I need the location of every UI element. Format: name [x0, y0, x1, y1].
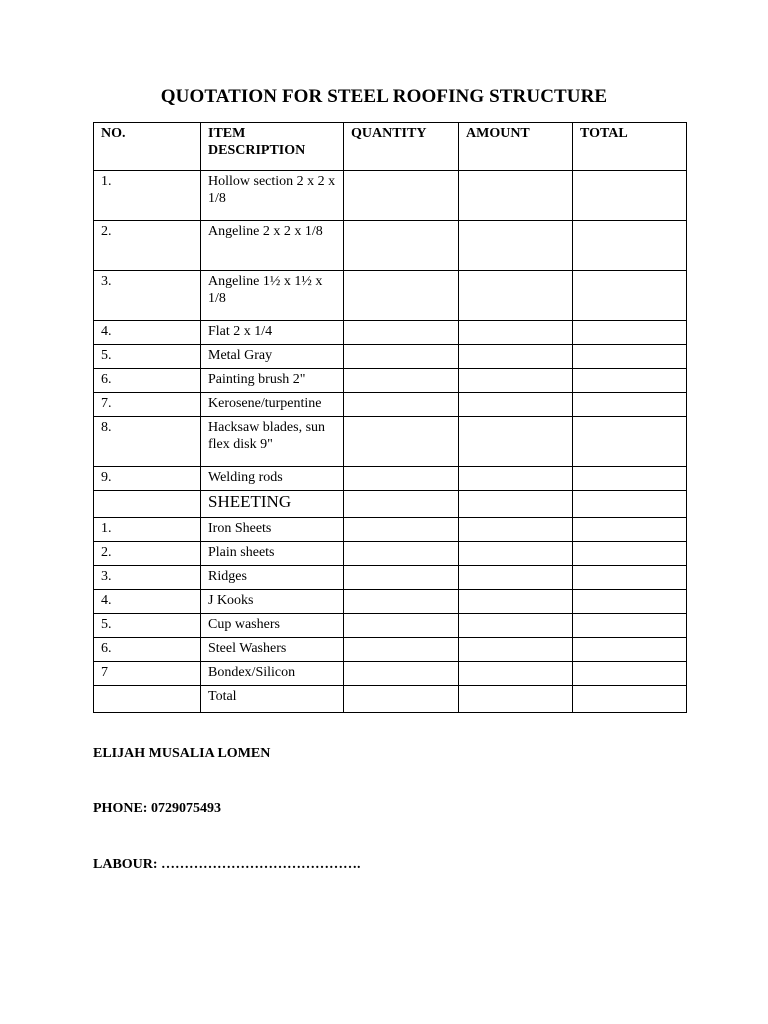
- total-row: [94, 686, 687, 713]
- table-row: [94, 345, 687, 369]
- row-number: 2.: [94, 221, 201, 271]
- total-cell: [573, 321, 687, 345]
- total-cell: [573, 566, 687, 590]
- quantity-cell: [344, 171, 459, 221]
- row-number: 4.: [94, 321, 201, 345]
- total-cell: [573, 271, 687, 321]
- quantity-cell: [344, 467, 459, 491]
- row-number: 2.: [94, 542, 201, 566]
- amount-cell: [459, 638, 573, 662]
- row-number: 6.: [94, 369, 201, 393]
- amount-cell: [459, 321, 573, 345]
- total-cell: [573, 662, 687, 686]
- amount-cell: [459, 590, 573, 614]
- total-cell: [573, 467, 687, 491]
- amount-cell: [459, 345, 573, 369]
- row-number: 5.: [94, 614, 201, 638]
- row-description: Kerosene/turpentine: [201, 393, 344, 417]
- table-row: [94, 518, 687, 542]
- row-description: Metal Gray: [201, 345, 344, 369]
- table-row: [94, 221, 687, 271]
- quotation-table: [93, 122, 687, 713]
- row-description: Iron Sheets: [201, 518, 344, 542]
- row-number: 3.: [94, 566, 201, 590]
- section-row: [94, 491, 687, 518]
- total-label: Total: [201, 686, 344, 713]
- total-cell: [573, 369, 687, 393]
- contractor-name: ELIJAH MUSALIA LOMEN: [93, 746, 271, 761]
- row-number: [94, 686, 201, 713]
- quantity-cell: [344, 221, 459, 271]
- quantity-cell: [344, 393, 459, 417]
- total-cell: [573, 345, 687, 369]
- table-row: [94, 467, 687, 491]
- row-description: Angeline 1½ x 1½ x 1/8: [201, 271, 344, 321]
- row-description: Hollow section 2 x 2 x 1/8: [201, 171, 344, 221]
- row-description: Flat 2 x 1/4: [201, 321, 344, 345]
- quantity-cell: [344, 491, 459, 518]
- row-number: 1.: [94, 171, 201, 221]
- table-row: [94, 321, 687, 345]
- amount-cell: [459, 566, 573, 590]
- quantity-cell: [344, 614, 459, 638]
- quantity-cell: [344, 590, 459, 614]
- row-number: 8.: [94, 417, 201, 467]
- table-row: [94, 590, 687, 614]
- quantity-cell: [344, 542, 459, 566]
- header-item-description: ITEM DESCRIPTION: [201, 123, 344, 171]
- table-row: [94, 393, 687, 417]
- row-number: [94, 491, 201, 518]
- table-row: [94, 369, 687, 393]
- row-description: Welding rods: [201, 467, 344, 491]
- row-number: 3.: [94, 271, 201, 321]
- total-cell: [573, 171, 687, 221]
- quantity-cell: [344, 638, 459, 662]
- amount-cell: [459, 491, 573, 518]
- labour-line: LABOUR: …………………………………….: [93, 857, 361, 872]
- row-description: Steel Washers: [201, 638, 344, 662]
- total-cell: [573, 542, 687, 566]
- amount-cell: [459, 614, 573, 638]
- row-description: Bondex/Silicon: [201, 662, 344, 686]
- table-row: [94, 614, 687, 638]
- table-row: [94, 662, 687, 686]
- amount-cell: [459, 369, 573, 393]
- quantity-cell: [344, 686, 459, 713]
- quantity-cell: [344, 417, 459, 467]
- row-number: 6.: [94, 638, 201, 662]
- amount-cell: [459, 417, 573, 467]
- row-description: Hacksaw blades, sun flex disk 9": [201, 417, 344, 467]
- total-cell: [573, 417, 687, 467]
- table-row: [94, 417, 687, 467]
- row-description: Plain sheets: [201, 542, 344, 566]
- row-number: 5.: [94, 345, 201, 369]
- amount-cell: [459, 393, 573, 417]
- table-row: [94, 271, 687, 321]
- amount-cell: [459, 221, 573, 271]
- row-number: 9.: [94, 467, 201, 491]
- amount-cell: [459, 171, 573, 221]
- row-description: Ridges: [201, 566, 344, 590]
- total-cell: [573, 590, 687, 614]
- row-number: 4.: [94, 590, 201, 614]
- table-row: [94, 566, 687, 590]
- amount-cell: [459, 271, 573, 321]
- table-row: [94, 638, 687, 662]
- quantity-cell: [344, 271, 459, 321]
- quantity-cell: [344, 345, 459, 369]
- quantity-cell: [344, 662, 459, 686]
- document-title: QUOTATION FOR STEEL ROOFING STRUCTURE: [160, 86, 608, 107]
- amount-cell: [459, 518, 573, 542]
- header-amount: AMOUNT: [459, 123, 573, 171]
- total-cell: [573, 518, 687, 542]
- row-description: Painting brush 2": [201, 369, 344, 393]
- row-number: 1.: [94, 518, 201, 542]
- row-description: J Kooks: [201, 590, 344, 614]
- row-number: 7.: [94, 393, 201, 417]
- total-cell: [573, 393, 687, 417]
- table-row: [94, 171, 687, 221]
- amount-cell: [459, 467, 573, 491]
- section-heading: SHEETING: [201, 491, 344, 518]
- amount-cell: [459, 542, 573, 566]
- total-cell: [573, 221, 687, 271]
- quantity-cell: [344, 566, 459, 590]
- total-cell: [573, 686, 687, 713]
- total-cell: [573, 614, 687, 638]
- contractor-phone: PHONE: 0729075493: [93, 801, 221, 816]
- amount-cell: [459, 662, 573, 686]
- amount-cell: [459, 686, 573, 713]
- quantity-cell: [344, 369, 459, 393]
- quantity-cell: [344, 518, 459, 542]
- row-description: Angeline 2 x 2 x 1/8: [201, 221, 344, 271]
- table-row: [94, 542, 687, 566]
- total-cell: [573, 638, 687, 662]
- header-total: TOTAL: [573, 123, 687, 171]
- table-header-row: [94, 123, 687, 171]
- row-description: Cup washers: [201, 614, 344, 638]
- total-cell: [573, 491, 687, 518]
- header-quantity: QUANTITY: [344, 123, 459, 171]
- header-no: NO.: [94, 123, 201, 171]
- quantity-cell: [344, 321, 459, 345]
- row-number: 7: [94, 662, 201, 686]
